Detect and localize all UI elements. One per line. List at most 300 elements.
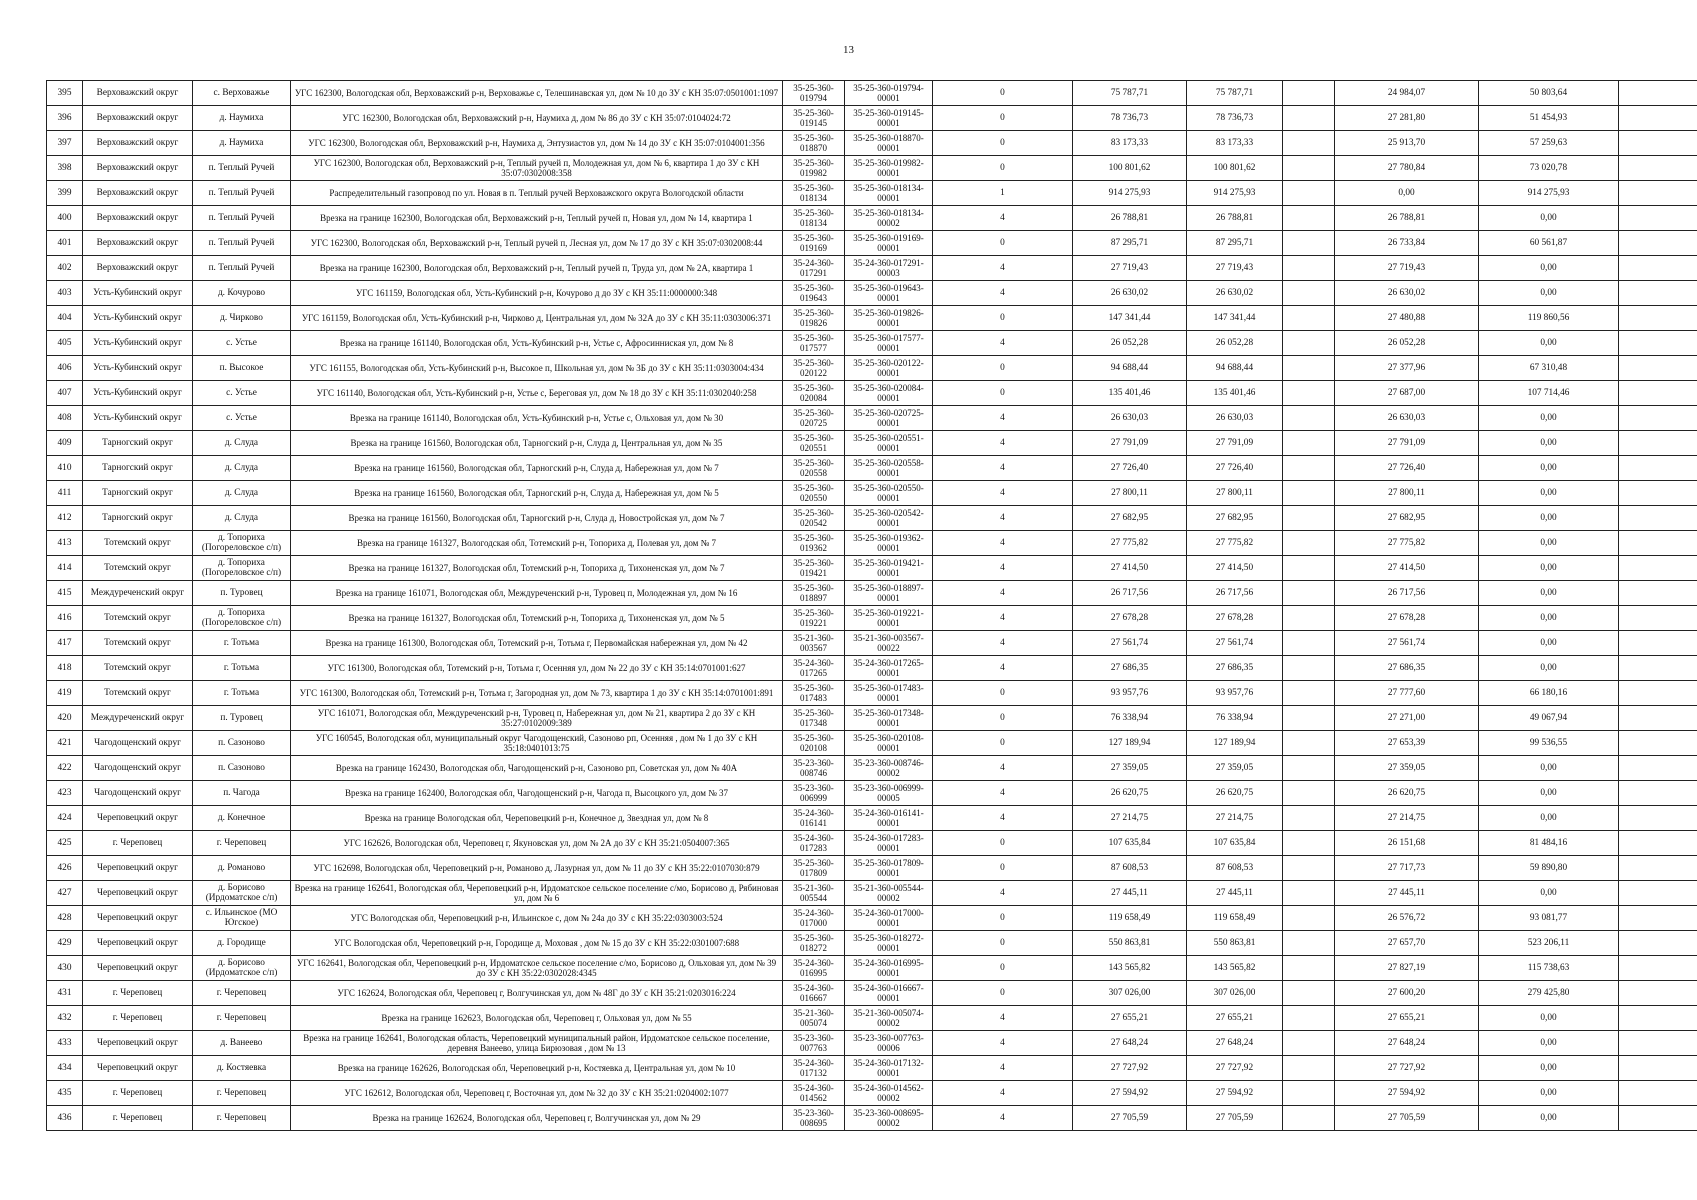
total-cost-with-vat-cell: 119 658,49 [1187,906,1283,931]
cost-part-b-cell: 0,00 [1479,206,1619,231]
empty-cell [1283,256,1335,281]
address-cell: Врезка на границе 161560, Вологодская обл, Тарногский р-н, Слуда д, Набережная ул, дом № 7 [291,456,783,481]
type-cell: 0 [933,731,1073,756]
okrug-cell: Верховажский округ [83,131,193,156]
total-cost-cell: 27 705,59 [1073,1106,1187,1131]
total-cost-cell: 27 445,11 [1073,881,1187,906]
settlement-cell: с. Устье [193,406,291,431]
cost-part-b-cell: 107 714,46 [1479,381,1619,406]
empty-cell [1283,606,1335,631]
cost-part-b-cell: 66 180,16 [1479,681,1619,706]
notes-cell [1619,481,1697,506]
total-cost-cell: 26 717,56 [1073,581,1187,606]
notes-cell [1619,381,1697,406]
total-cost-with-vat-cell: 147 341,44 [1187,306,1283,331]
cost-part-b-cell: 279 425,80 [1479,981,1619,1006]
type-cell: 0 [933,931,1073,956]
notes-cell [1619,1031,1697,1056]
cost-part-a-cell: 27 791,09 [1335,431,1479,456]
empty-cell [1283,556,1335,581]
cost-part-a-cell: 27 686,35 [1335,656,1479,681]
type-cell: 4 [933,481,1073,506]
cost-part-a-cell: 27 719,43 [1335,256,1479,281]
settlement-cell: г. Тотьма [193,681,291,706]
okrug-cell: Верховажский округ [83,156,193,181]
notes-cell [1619,431,1697,456]
empty-cell [1283,381,1335,406]
address-cell: Врезка на границе 161140, Вологодская обл, Усть-Кубинский р-н, Устье с, Афросинниская ул, дом № 8 [291,331,783,356]
object-code-cell: 35-25-360-017348 [783,706,845,731]
total-cost-cell: 100 801,62 [1073,156,1187,181]
type-cell: 1 [933,181,1073,206]
total-cost-with-vat-cell: 27 214,75 [1187,806,1283,831]
notes-cell [1619,106,1697,131]
total-cost-cell: 83 173,33 [1073,131,1187,156]
notes-cell [1619,606,1697,631]
settlement-cell: д. Конечное [193,806,291,831]
connection-code-cell: 35-25-360-018272-00001 [845,931,933,956]
object-code-cell: 35-25-360-019221 [783,606,845,631]
connection-code-cell: 35-25-360-019982-00001 [845,156,933,181]
cost-part-b-cell: 0,00 [1479,656,1619,681]
total-cost-with-vat-cell: 27 705,59 [1187,1106,1283,1131]
row-number-cell: 400 [47,206,83,231]
cost-part-a-cell: 27 687,00 [1335,381,1479,406]
table-row [47,531,1697,556]
object-code-cell: 35-25-360-020558 [783,456,845,481]
type-cell: 0 [933,831,1073,856]
total-cost-with-vat-cell: 27 727,92 [1187,1056,1283,1081]
type-cell: 0 [933,131,1073,156]
type-cell: 4 [933,881,1073,906]
connection-code-cell: 35-25-360-017577-00001 [845,331,933,356]
connection-code-cell: 35-24-360-014562-00002 [845,1081,933,1106]
address-cell: УГС 161159, Вологодская обл, Усть-Кубинский р-н, Кочурово д до ЗУ с КН 35:11:0000000:348 [291,281,783,306]
total-cost-cell: 27 214,75 [1073,806,1187,831]
table-row [47,356,1697,381]
empty-cell [1283,756,1335,781]
total-cost-cell: 27 727,92 [1073,1056,1187,1081]
cost-part-b-cell: 0,00 [1479,506,1619,531]
table-row [47,631,1697,656]
cost-part-a-cell: 27 445,11 [1335,881,1479,906]
total-cost-cell: 550 863,81 [1073,931,1187,956]
empty-cell [1283,781,1335,806]
cost-part-b-cell: 523 206,11 [1479,931,1619,956]
row-number-cell: 417 [47,631,83,656]
table-row [47,906,1697,931]
settlement-cell: п. Теплый Ручей [193,181,291,206]
object-code-cell: 35-24-360-017132 [783,1056,845,1081]
total-cost-with-vat-cell: 27 655,21 [1187,1006,1283,1031]
object-code-cell: 35-24-360-016141 [783,806,845,831]
total-cost-cell: 26 630,02 [1073,281,1187,306]
empty-cell [1283,106,1335,131]
type-cell: 4 [933,406,1073,431]
table-row [47,231,1697,256]
cost-part-a-cell: 27 777,60 [1335,681,1479,706]
cost-part-a-cell: 27 780,84 [1335,156,1479,181]
empty-cell [1283,531,1335,556]
row-number-cell: 403 [47,281,83,306]
cost-part-a-cell: 27 655,21 [1335,1006,1479,1031]
type-cell: 4 [933,556,1073,581]
type-cell: 4 [933,206,1073,231]
cost-part-b-cell: 57 259,63 [1479,131,1619,156]
empty-cell [1283,931,1335,956]
total-cost-cell: 27 791,09 [1073,431,1187,456]
total-cost-cell: 26 788,81 [1073,206,1187,231]
notes-cell [1619,556,1697,581]
total-cost-with-vat-cell: 27 414,50 [1187,556,1283,581]
object-code-cell: 35-25-360-019145 [783,106,845,131]
total-cost-cell: 76 338,94 [1073,706,1187,731]
settlement-cell: д. Романово [193,856,291,881]
settlement-cell: д. Кочурово [193,281,291,306]
address-cell: Врезка на границе 161140, Вологодская обл, Усть-Кубинский р-н, Устье с, Ольховая ул, дом № 30 [291,406,783,431]
object-code-cell: 35-21-360-003567 [783,631,845,656]
table-row [47,981,1697,1006]
address-cell: Врезка на границе 162626, Вологодская обл, Череповецкий р-н, Костяевка д, Центральная ул, дом № 10 [291,1056,783,1081]
address-cell: УГС Вологодская обл, Череповецкий р-н, Городище д, Моховая , дом № 15 до ЗУ с КН 35:22:0301007:688 [291,931,783,956]
connection-code-cell: 35-23-360-007763-00006 [845,1031,933,1056]
notes-cell [1619,306,1697,331]
row-number-cell: 401 [47,231,83,256]
type-cell: 0 [933,956,1073,981]
row-number-cell: 408 [47,406,83,431]
type-cell: 4 [933,756,1073,781]
cost-part-b-cell: 81 484,16 [1479,831,1619,856]
empty-cell [1283,856,1335,881]
okrug-cell: Тарногский округ [83,456,193,481]
row-number-cell: 395 [47,81,83,106]
object-code-cell: 35-25-360-018134 [783,181,845,206]
okrug-cell: г. Череповец [83,1006,193,1031]
object-code-cell: 35-23-360-007763 [783,1031,845,1056]
connection-code-cell: 35-25-360-020550-00001 [845,481,933,506]
object-code-cell: 35-21-360-005074 [783,1006,845,1031]
type-cell: 0 [933,706,1073,731]
notes-cell [1619,181,1697,206]
total-cost-cell: 27 655,21 [1073,1006,1187,1031]
empty-cell [1283,481,1335,506]
row-number-cell: 407 [47,381,83,406]
type-cell: 4 [933,581,1073,606]
empty-cell [1283,206,1335,231]
cost-part-a-cell: 26 620,75 [1335,781,1479,806]
cost-part-a-cell: 26 733,84 [1335,231,1479,256]
cost-part-b-cell: 0,00 [1479,281,1619,306]
object-code-cell: 35-25-360-017577 [783,331,845,356]
row-number-cell: 412 [47,506,83,531]
notes-cell [1619,531,1697,556]
address-cell: УГС 162300, Вологодская обл, Верховажский р-н, Наумиха д, дом № 86 до ЗУ с КН 35:07:0104024:72 [291,106,783,131]
table-row [47,806,1697,831]
okrug-cell: Усть-Кубинский округ [83,381,193,406]
empty-cell [1283,231,1335,256]
cost-part-a-cell: 27 678,28 [1335,606,1479,631]
object-code-cell: 35-25-360-020084 [783,381,845,406]
address-cell: УГС 162624, Вологодская обл, Череповец г, Волгучинская ул, дом № 48Г до ЗУ с КН 35:21:0203016:224 [291,981,783,1006]
settlement-cell: д. Топориха (Погореловское с/п) [193,556,291,581]
total-cost-cell: 27 594,92 [1073,1081,1187,1106]
cost-part-a-cell: 27 214,75 [1335,806,1479,831]
total-cost-cell: 27 800,11 [1073,481,1187,506]
object-code-cell: 35-23-360-008746 [783,756,845,781]
notes-cell [1619,831,1697,856]
table-row [47,181,1697,206]
type-cell: 0 [933,231,1073,256]
settlement-cell: д. Топориха (Погореловское с/п) [193,531,291,556]
okrug-cell: Тотемский округ [83,531,193,556]
empty-cell [1283,431,1335,456]
registry-table [46,80,1697,1131]
cost-part-b-cell: 49 067,94 [1479,706,1619,731]
okrug-cell: Верховажский округ [83,181,193,206]
cost-part-a-cell: 27 726,40 [1335,456,1479,481]
notes-cell [1619,956,1697,981]
okrug-cell: Тотемский округ [83,606,193,631]
okrug-cell: Верховажский округ [83,106,193,131]
settlement-cell: г. Череповец [193,981,291,1006]
connection-code-cell: 35-25-360-020558-00001 [845,456,933,481]
object-code-cell: 35-25-360-018897 [783,581,845,606]
total-cost-with-vat-cell: 914 275,93 [1187,181,1283,206]
okrug-cell: Верховажский округ [83,231,193,256]
connection-code-cell: 35-24-360-017000-00001 [845,906,933,931]
settlement-cell: д. Топориха (Погореловское с/п) [193,606,291,631]
okrug-cell: Череповецкий округ [83,881,193,906]
okrug-cell: Череповецкий округ [83,1031,193,1056]
address-cell: УГС Вологодская обл, Череповецкий р-н, Ильинское с, дом № 24а до ЗУ с КН 35:22:0303003:524 [291,906,783,931]
table-row [47,756,1697,781]
address-cell: УГС 161159, Вологодская обл, Усть-Кубинский р-н, Чирково д, Центральная ул, дом № 32А до ЗУ с КН 35:11:0303006:371 [291,306,783,331]
type-cell: 4 [933,431,1073,456]
table-row [47,456,1697,481]
cost-part-b-cell: 50 803,64 [1479,81,1619,106]
total-cost-with-vat-cell: 27 359,05 [1187,756,1283,781]
connection-code-cell: 35-24-360-016141-00001 [845,806,933,831]
empty-cell [1283,456,1335,481]
address-cell: УГС 162698, Вологодская обл, Череповецкий р-н, Романово д, Лазурная ул, дом № 11 до ЗУ с КН 35:22:0107030:879 [291,856,783,881]
total-cost-cell: 27 719,43 [1073,256,1187,281]
empty-cell [1283,731,1335,756]
object-code-cell: 35-24-360-017000 [783,906,845,931]
row-number-cell: 425 [47,831,83,856]
okrug-cell: Чагодощенский округ [83,731,193,756]
total-cost-with-vat-cell: 27 800,11 [1187,481,1283,506]
settlement-cell: д. Наумиха [193,106,291,131]
address-cell: Врезка на границе 161327, Вологодская обл, Тотемский р-н, Топориха д, Тихоненская ул, дом № 5 [291,606,783,631]
table-row [47,1056,1697,1081]
total-cost-with-vat-cell: 26 788,81 [1187,206,1283,231]
total-cost-with-vat-cell: 87 608,53 [1187,856,1283,881]
cost-part-a-cell: 27 377,96 [1335,356,1479,381]
empty-cell [1283,81,1335,106]
cost-part-a-cell: 27 717,73 [1335,856,1479,881]
total-cost-with-vat-cell: 100 801,62 [1187,156,1283,181]
total-cost-cell: 26 630,03 [1073,406,1187,431]
connection-code-cell: 35-25-360-017809-00001 [845,856,933,881]
address-cell: УГС 161300, Вологодская обл, Тотемский р-н, Тотьма г, Осенняя ул, дом № 22 до ЗУ с КН 35:14:0701001:627 [291,656,783,681]
total-cost-with-vat-cell: 87 295,71 [1187,231,1283,256]
cost-part-b-cell: 0,00 [1479,781,1619,806]
object-code-cell: 35-25-360-017483 [783,681,845,706]
table-row [47,306,1697,331]
empty-cell [1283,181,1335,206]
table-row [47,281,1697,306]
address-cell: Врезка на границе 162641, Вологодская область, Череповецкий муниципальный район, Ирдоматское сельское поселение, деревня Ванеево, улица Бирюзовая , дом № 13 [291,1031,783,1056]
row-number-cell: 436 [47,1106,83,1131]
notes-cell [1619,581,1697,606]
address-cell: Врезка на границе 162641, Вологодская обл, Череповецкий р-н, Ирдоматское сельское поселение с/мо, Борисово д, Рябиновая ул, дом № 6 [291,881,783,906]
table-row [47,681,1697,706]
settlement-cell: п. Теплый Ручей [193,156,291,181]
cost-part-a-cell: 26 630,02 [1335,281,1479,306]
table-row [47,781,1697,806]
empty-cell [1283,156,1335,181]
settlement-cell: с. Устье [193,381,291,406]
cost-part-a-cell: 26 630,03 [1335,406,1479,431]
row-number-cell: 428 [47,906,83,931]
okrug-cell: Усть-Кубинский округ [83,281,193,306]
cost-part-b-cell: 0,00 [1479,631,1619,656]
connection-code-cell: 35-25-360-019169-00001 [845,231,933,256]
connection-code-cell: 35-25-360-019362-00001 [845,531,933,556]
table-row [47,656,1697,681]
okrug-cell: Череповецкий округ [83,1056,193,1081]
address-cell: Врезка на границе 162624, Вологодская обл, Череповец г, Волгучинская ул, дом № 29 [291,1106,783,1131]
row-number-cell: 397 [47,131,83,156]
settlement-cell: д. Борисово (Ирдоматское с/п) [193,881,291,906]
table-row [47,256,1697,281]
total-cost-cell: 27 686,35 [1073,656,1187,681]
table-row [47,506,1697,531]
empty-cell [1283,306,1335,331]
address-cell: Врезка на границе 161327, Вологодская обл, Тотемский р-н, Топориха д, Тихоненская ул, дом № 7 [291,556,783,581]
connection-code-cell: 35-25-360-017483-00001 [845,681,933,706]
cost-part-b-cell: 0,00 [1479,481,1619,506]
okrug-cell: Череповецкий округ [83,931,193,956]
connection-code-cell: 35-24-360-017132-00001 [845,1056,933,1081]
cost-part-a-cell: 27 705,59 [1335,1106,1479,1131]
okrug-cell: Тотемский округ [83,631,193,656]
notes-cell [1619,231,1697,256]
settlement-cell: д. Слуда [193,431,291,456]
table-row [47,431,1697,456]
address-cell: Врезка на границе 161071, Вологодская обл, Междуреченский р-н, Туровец п, Молодежная ул, дом № 16 [291,581,783,606]
connection-code-cell: 35-21-360-003567-00022 [845,631,933,656]
notes-cell [1619,81,1697,106]
settlement-cell: с. Ильинское (МО Югское) [193,906,291,931]
empty-cell [1283,356,1335,381]
address-cell: УГС 162300, Вологодская обл, Верховажский р-н, Теплый ручей п, Лесная ул, дом № 17 до ЗУ с КН 35:07:0302008:44 [291,231,783,256]
notes-cell [1619,1056,1697,1081]
cost-part-a-cell: 24 984,07 [1335,81,1479,106]
address-cell: УГС 162300, Вологодская обл, Верховажский р-н, Верховажье с, Телешинавская ул, дом № 10 до ЗУ с КН 35:07:0501001:1097 [291,81,783,106]
address-cell: УГС 162626, Вологодская обл, Череповец г, Якуновская ул, дом № 2А до ЗУ с КН 35:21:0504007:365 [291,831,783,856]
notes-cell [1619,1081,1697,1106]
empty-cell [1283,956,1335,981]
type-cell: 4 [933,531,1073,556]
table-row [47,706,1697,731]
type-cell: 0 [933,981,1073,1006]
object-code-cell: 35-25-360-019362 [783,531,845,556]
cost-part-b-cell: 0,00 [1479,431,1619,456]
table-row [47,606,1697,631]
notes-cell [1619,631,1697,656]
cost-part-a-cell: 26 052,28 [1335,331,1479,356]
okrug-cell: Междуреченский округ [83,706,193,731]
okrug-cell: Тотемский округ [83,556,193,581]
row-number-cell: 432 [47,1006,83,1031]
settlement-cell: п. Туровец [193,581,291,606]
total-cost-with-vat-cell: 27 678,28 [1187,606,1283,631]
okrug-cell: Верховажский округ [83,206,193,231]
cost-part-a-cell: 27 414,50 [1335,556,1479,581]
row-number-cell: 415 [47,581,83,606]
cost-part-b-cell: 0,00 [1479,1081,1619,1106]
type-cell: 0 [933,156,1073,181]
settlement-cell: д. Городище [193,931,291,956]
row-number-cell: 435 [47,1081,83,1106]
okrug-cell: Усть-Кубинский округ [83,306,193,331]
table-row [47,81,1697,106]
cost-part-b-cell: 99 536,55 [1479,731,1619,756]
type-cell: 4 [933,331,1073,356]
row-number-cell: 396 [47,106,83,131]
table-row [47,156,1697,181]
cost-part-b-cell: 0,00 [1479,531,1619,556]
address-cell: УГС 161140, Вологодская обл, Усть-Кубинский р-н, Устье с, Береговая ул, дом № 18 до ЗУ с КН 35:11:0302040:258 [291,381,783,406]
okrug-cell: г. Череповец [83,981,193,1006]
empty-cell [1283,281,1335,306]
table-row [47,881,1697,906]
connection-code-cell: 35-25-360-017348-00001 [845,706,933,731]
connection-code-cell: 35-21-360-005074-00002 [845,1006,933,1031]
table-row [47,331,1697,356]
cost-part-a-cell: 27 775,82 [1335,531,1479,556]
connection-code-cell: 35-24-360-016995-00001 [845,956,933,981]
notes-cell [1619,781,1697,806]
empty-cell [1283,1106,1335,1131]
settlement-cell: г. Череповец [193,1006,291,1031]
object-code-cell: 35-25-360-019982 [783,156,845,181]
total-cost-with-vat-cell: 107 635,84 [1187,831,1283,856]
cost-part-b-cell: 0,00 [1479,1106,1619,1131]
connection-code-cell: 35-25-360-020122-00001 [845,356,933,381]
notes-cell [1619,881,1697,906]
type-cell: 4 [933,656,1073,681]
table-row [47,106,1697,131]
cost-part-b-cell: 67 310,48 [1479,356,1619,381]
connection-code-cell: 35-24-360-017265-00001 [845,656,933,681]
okrug-cell: Тотемский округ [83,681,193,706]
address-cell: Врезка на границе 161560, Вологодская обл, Тарногский р-н, Слуда д, Центральная ул, дом № 35 [291,431,783,456]
cost-part-b-cell: 0,00 [1479,756,1619,781]
empty-cell [1283,681,1335,706]
empty-cell [1283,706,1335,731]
connection-code-cell: 35-21-360-005544-00002 [845,881,933,906]
row-number-cell: 398 [47,156,83,181]
okrug-cell: Череповецкий округ [83,956,193,981]
cost-part-a-cell: 27 827,19 [1335,956,1479,981]
row-number-cell: 413 [47,531,83,556]
total-cost-with-vat-cell: 135 401,46 [1187,381,1283,406]
empty-cell [1283,906,1335,931]
address-cell: УГС 161300, Вологодская обл, Тотемский р-н, Тотьма г, Загородная ул, дом № 73, квартира 1 до ЗУ с КН 35:14:0701001:891 [291,681,783,706]
object-code-cell: 35-25-360-020551 [783,431,845,456]
